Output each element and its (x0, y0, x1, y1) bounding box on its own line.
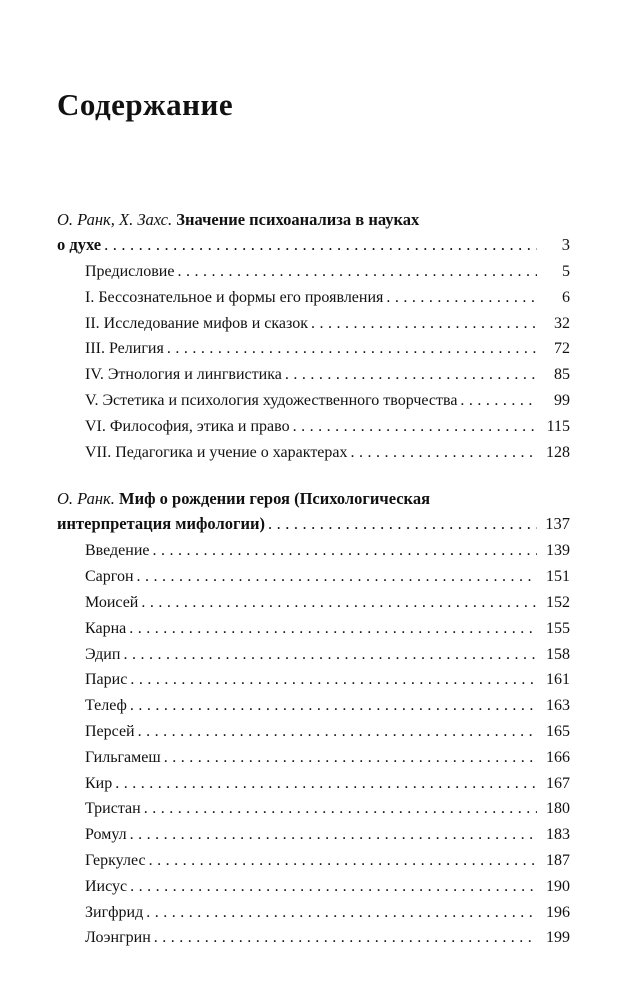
toc-item (57, 642, 570, 668)
toc-item-label: Эдип (85, 645, 121, 663)
toc-item (57, 440, 570, 466)
dot-leader (141, 590, 537, 616)
dot-leader (137, 564, 538, 590)
toc (57, 208, 570, 951)
toc-item-label: Моисей (85, 594, 139, 612)
dot-leader (130, 874, 537, 900)
dot-leader (123, 642, 537, 668)
section-heading-line1 (57, 487, 570, 512)
page-number: 196 (546, 903, 570, 921)
section-heading-line1 (57, 208, 570, 233)
toc-item (57, 538, 570, 564)
page-number: 6 (562, 288, 570, 306)
toc-item-label: Геркулес (85, 852, 146, 870)
section-title-continued: интерпретация мифологии) (57, 513, 265, 533)
page-number: 161 (546, 671, 570, 689)
page-number: 183 (546, 826, 570, 844)
page-number: 99 (554, 392, 570, 410)
toc-item-label: Лоэнгрин (85, 929, 151, 947)
page-number: 5 (562, 263, 570, 281)
dot-leader (177, 259, 537, 285)
toc-item (57, 822, 570, 848)
toc-item-label: Телеф (85, 697, 127, 715)
page-number: 165 (546, 723, 570, 741)
toc-item (57, 771, 570, 797)
dot-leader (167, 336, 537, 362)
page-number: 115 (546, 417, 570, 435)
toc-item (57, 900, 570, 926)
toc-item (57, 564, 570, 590)
dot-leader (460, 388, 537, 414)
toc-item (57, 925, 570, 951)
page-number: 166 (546, 748, 570, 766)
page-number: 155 (546, 619, 570, 637)
toc-item (57, 259, 570, 285)
section-heading (57, 487, 570, 536)
dot-leader (115, 771, 537, 797)
toc-item (57, 590, 570, 616)
page-number: 199 (546, 929, 570, 947)
toc-item-label: VI. Философия, этика и право (85, 417, 290, 435)
toc-item-label: Персей (85, 723, 135, 741)
dot-leader (104, 233, 537, 258)
toc-item (57, 285, 570, 311)
dot-leader (153, 538, 538, 564)
toc-item (57, 693, 570, 719)
toc-item (57, 796, 570, 822)
page-number: 3 (561, 234, 570, 254)
dot-leader (293, 414, 537, 440)
page-number: 180 (546, 800, 570, 818)
page-number: 158 (546, 645, 570, 663)
toc-item (57, 874, 570, 900)
toc-item-label: Предисловие (85, 263, 175, 281)
page-number: 85 (554, 366, 570, 384)
dot-leader (130, 693, 537, 719)
section-heading-line2 (57, 512, 570, 537)
page-number: 163 (546, 697, 570, 715)
toc-item-label: I. Бессознательное и формы его проявления (85, 288, 384, 306)
toc-item (57, 414, 570, 440)
toc-item (57, 362, 570, 388)
dot-leader (144, 796, 537, 822)
section-author: О. Ранк, Х. Захс. (57, 210, 173, 230)
toc-item-label: V. Эстетика и психология художественного творчества (85, 392, 458, 410)
dot-leader (268, 512, 537, 537)
dot-leader (154, 925, 537, 951)
page-number: 190 (546, 877, 570, 895)
toc-item-label: Кир (85, 774, 113, 792)
toc-section (57, 487, 570, 951)
section-title: Значение психоанализа в науках (176, 210, 420, 230)
dot-leader (386, 285, 537, 311)
toc-item-label: II. Исследование мифов и сказок (85, 314, 309, 332)
page-number: 32 (554, 314, 570, 332)
toc-item (57, 719, 570, 745)
toc-item-label: VII. Педагогика и учение о характерах (85, 443, 348, 461)
toc-item-label: Ромул (85, 826, 127, 844)
page-number: 139 (546, 542, 570, 560)
page-number: 137 (545, 513, 570, 533)
page-number: 128 (546, 443, 570, 461)
section-title-continued: о духе (57, 234, 102, 254)
page-number: 167 (546, 774, 570, 792)
dot-leader (138, 719, 537, 745)
toc-item-label: Парис (85, 671, 128, 689)
toc-section (57, 208, 570, 465)
section-items (57, 538, 570, 951)
dot-leader (130, 667, 537, 693)
dot-leader (311, 311, 537, 337)
toc-item-label: IV. Этнология и лингвистика (85, 366, 282, 384)
dot-leader (164, 745, 537, 771)
toc-item-label: Гильгамеш (85, 748, 161, 766)
section-author: О. Ранк. (57, 489, 115, 509)
section-heading (57, 208, 570, 257)
section-title: Миф о рождении героя (Психологическая (119, 489, 430, 509)
toc-item-label: Зигфрид (85, 903, 144, 921)
section-heading-line2 (57, 233, 570, 258)
toc-item-label: III. Религия (85, 340, 164, 358)
toc-item (57, 745, 570, 771)
page-number: 187 (546, 852, 570, 870)
toc-item-label: Тристан (85, 800, 141, 818)
toc-item (57, 311, 570, 337)
page-title: Содержание (57, 87, 234, 122)
page-number: 151 (546, 568, 570, 586)
toc-item (57, 616, 570, 642)
section-items (57, 259, 570, 465)
dot-leader (285, 362, 537, 388)
toc-item (57, 388, 570, 414)
toc-item (57, 667, 570, 693)
toc-item-label: Саргон (85, 568, 134, 586)
page-number: 72 (554, 340, 570, 358)
dot-leader (146, 900, 537, 926)
dot-leader (130, 822, 537, 848)
toc-item (57, 848, 570, 874)
page-number: 152 (546, 594, 570, 612)
toc-item-label: Иисус (85, 877, 128, 895)
dot-leader (149, 848, 537, 874)
toc-item (57, 336, 570, 362)
dot-leader (351, 440, 537, 466)
toc-item-label: Карна (85, 619, 127, 637)
toc-item-label: Введение (85, 542, 150, 560)
dot-leader (129, 616, 537, 642)
